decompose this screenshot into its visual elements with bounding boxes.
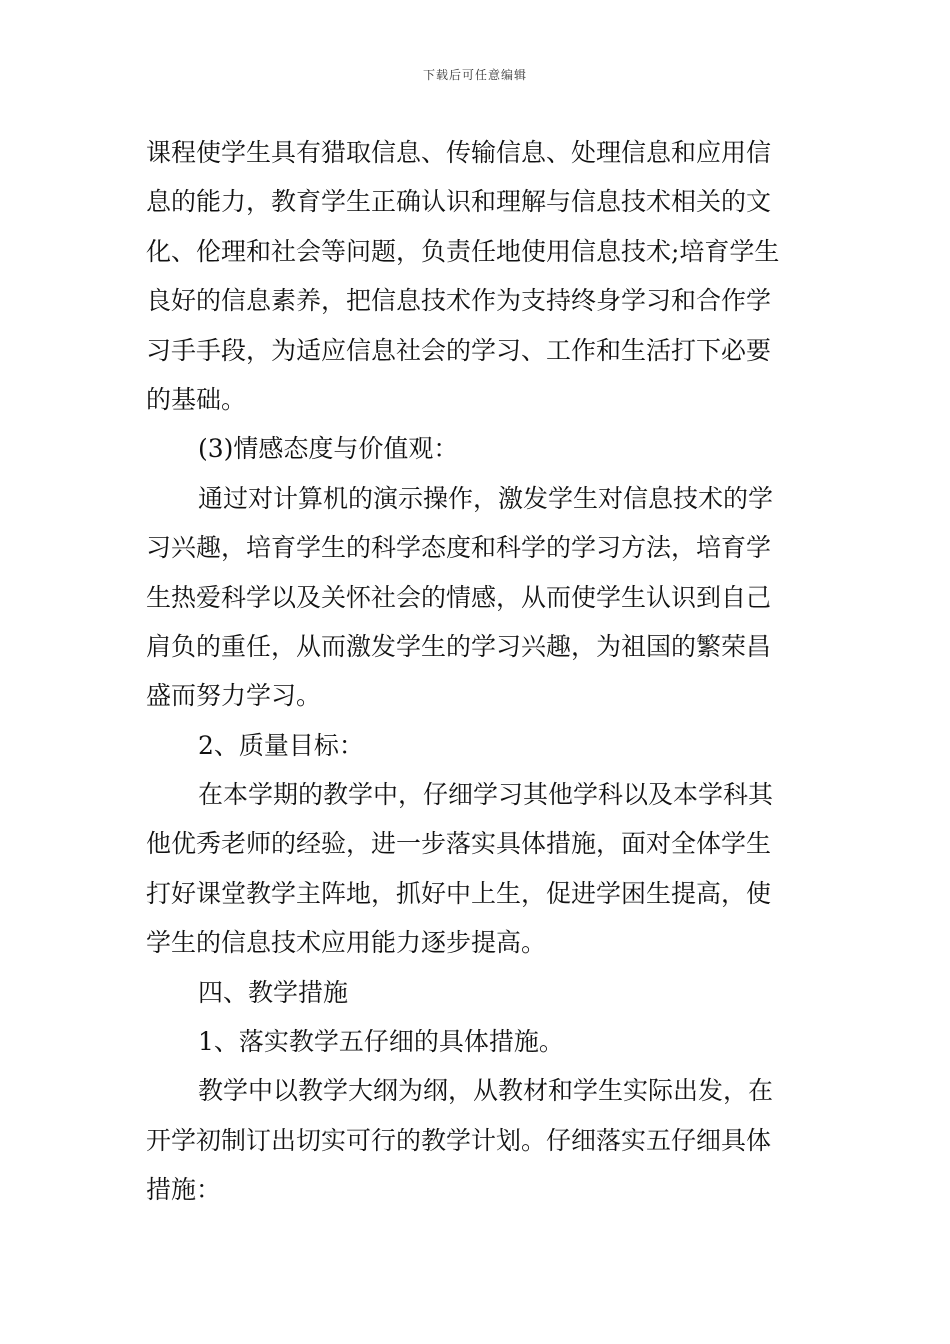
text-line: 习手手段，为适应信息社会的学习、工作和生活打下必要 — [146, 335, 772, 365]
subsection-heading: 2、质量目标： — [198, 730, 364, 760]
text-line: 通过对计算机的演示操作，激发学生对信息技术的学 — [198, 483, 774, 513]
text-line: 息的能力，教育学生正确认识和理解与信息技术相关的文 — [146, 187, 772, 217]
text-line: 开学初制订出切实可行的教学计划。仔细落实五仔细具体 — [146, 1125, 772, 1155]
subsection-heading: 1、落实教学五仔细的具体措施。 — [198, 1027, 564, 1057]
text-line: 肩负的重任，从而激发学生的学习兴趣，为祖国的繁荣昌 — [146, 631, 772, 661]
body-text — [146, 128, 806, 1215]
text-line: 教学中以教学大纲为纲，从教材和学生实际出发，在 — [198, 1076, 774, 1106]
text-line: 打好课堂教学主阵地，抓好中上生，促进学困生提高，使 — [146, 878, 772, 908]
text-line: 盛而努力学习。 — [146, 681, 322, 711]
text-line: 在本学期的教学中，仔细学习其他学科以及本学科其 — [198, 780, 774, 810]
text-line: 习兴趣，培育学生的科学态度和科学的学习方法，培育学 — [146, 533, 772, 563]
subsection-heading: (3)情感态度与价值观： — [198, 434, 459, 464]
text-line: 课程使学生具有猎取信息、传输信息、处理信息和应用信 — [146, 138, 772, 167]
text-line: 的基础。 — [146, 384, 247, 414]
text-line: 他优秀老师的经验，进一步落实具体措施，面对全体学生 — [146, 829, 772, 859]
text-line: 生热爱科学以及关怀社会的情感，从而使学生认识到自己 — [146, 582, 772, 612]
header-note: 下载后可任意编辑 — [422, 68, 527, 82]
text-line: 措施： — [146, 1175, 222, 1205]
text-line: 良好的信息素养，把信息技术作为支持终身学习和合作学 — [146, 286, 772, 316]
text-line: 化、伦理和社会等问题，负责任地使用信息技术;培育学生 — [146, 236, 780, 266]
text-line: 学生的信息技术应用能力逐步提高。 — [146, 928, 547, 958]
section-heading: 四、教学措施 — [198, 977, 349, 1007]
